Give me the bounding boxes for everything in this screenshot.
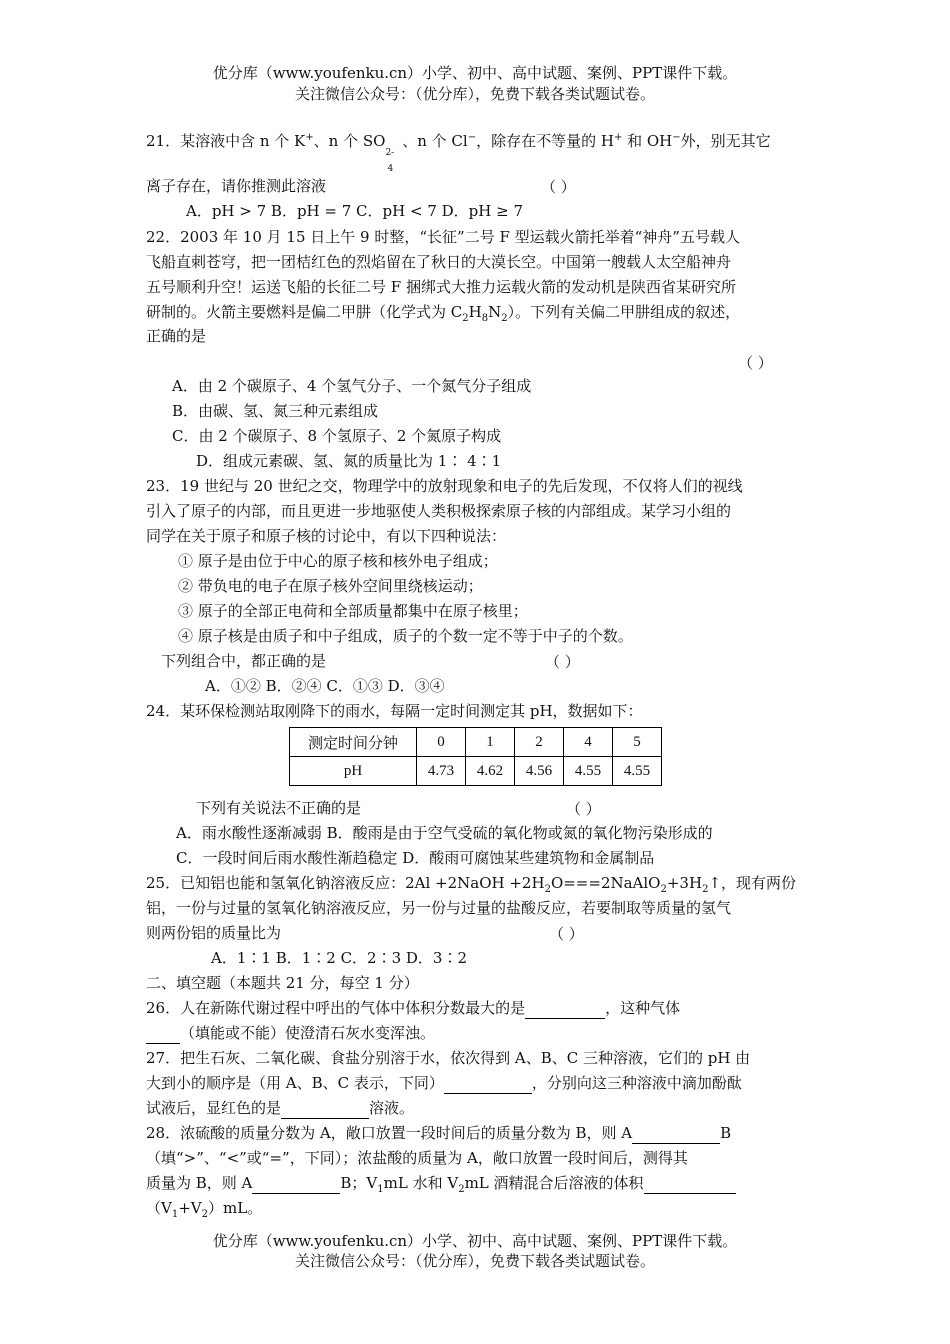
q27-line-1: 27．把生石灰、二氧化碳、食盐分别溶于水，依次得到 A、B、C 三种溶液，它们的 pH 由: [146, 1049, 751, 1067]
q24-answer-paren: （ ）: [566, 800, 601, 818]
q21-answer-paren: （ ）: [541, 178, 576, 196]
q28-line-2: （填“>”、“<”或“=”，下同）；浓盐酸的质量为 A，敞口放置一段时间后，测得其: [146, 1149, 688, 1167]
q23-line-2: 引入了原子的内部，而且更进一步地驱使人类积极探索原子核的内部组成。某学习小组的: [146, 502, 732, 520]
table-row-label: pH: [290, 757, 417, 786]
table-row: [290, 728, 662, 757]
q26-line-2: （填能或不能）使澄清石灰水变浑浊。: [146, 1023, 806, 1044]
q25-line-2: 铝，一份与过量的氢氧化钠溶液反应，另一份与过量的盐酸反应，若要制取等质量的氢气: [146, 899, 732, 917]
q25-line-3: 则两份铝的质量比为: [146, 924, 282, 942]
q28-line-4: $(V_1+V_2)mL$。: [146, 1199, 263, 1220]
q21-stem-2: 离子存在，请你推测此溶液: [146, 177, 327, 195]
q23-statement-1: ① 原子是由位于中心的原子核和核外电子组成；: [178, 552, 498, 570]
q21-stem: 21．某溶液中含 n 个 K+、n 个 SO 2- 4 、n 个 Cl−，除存在不等量的 H+ 和 OH−外，别无其它: [146, 128, 806, 151]
so4-sub: 4: [387, 164, 394, 174]
q24-options-ab: A．雨水酸性逐渐减弱 B．酸雨是由于空气受硫的氧化物或氮的氧化物污染形成的: [176, 824, 713, 842]
q22-line-5: 正确的是: [146, 327, 207, 345]
q21-options: A．pH > 7 B．pH = 7 C．pH < 7 D．pH ≥ 7: [186, 202, 523, 220]
footer-line-1: 优分库（www.youfenku.cn）小学、初中、高中试题、案例、PPT课件下载。: [212, 1232, 738, 1250]
table-row: [290, 757, 662, 786]
q22-line-3: 五号顺利升空！运送飞船的长征二号 F 捆绑式大推力运载火箭的发动机是陕西省某研究所: [146, 278, 736, 296]
q22-line-1: 22．2003 年 10 月 15 日上午 9 时整，“长征”二号 F 型运载火箭托举着“神舟”五号载人: [146, 228, 740, 246]
q23-statement-3: ③ 原子的全部正电荷和全部质量都集中在原子核里；: [178, 602, 528, 620]
q22-answer-paren: （ ）: [738, 354, 773, 372]
q26-blank-2[interactable]: [146, 1023, 180, 1044]
q23-statement-2: ② 带负电的电子在原子核外空间里绕核运动；: [178, 577, 483, 595]
q28-blank-2[interactable]: [252, 1173, 340, 1194]
q25-line-1: 25．已知铝也能和氢氧化钠溶液反应：2Al +2NaOH $+2H_2O===2NaAlO_2+3H_2↑$，现有两份: [146, 874, 797, 895]
q23-answer-paren: （ ）: [545, 653, 580, 671]
section-2-heading: 二、填空题（本题共 21 分，每空 1 分）: [146, 974, 419, 992]
q27-line-3: 试液后，显红色的是 溶液。: [146, 1099, 415, 1117]
table-cell: 1: [466, 728, 515, 757]
table-cell: 4: [564, 728, 613, 757]
q28-blank-3[interactable]: [644, 1173, 736, 1194]
q26-blank-1[interactable]: [525, 998, 605, 1019]
q23-line-1: 23．19 世纪与 20 世纪之交，物理学中的放射现象和电子的先后发现，不仅将人们的视线: [146, 477, 743, 495]
table-header-label: 测定时间分钟: [290, 728, 417, 757]
header-line-2: 关注微信公众号：（优分库），免费下载各类试题试卷。: [294, 85, 655, 103]
q26-line-1: 26．人在新陈代谢过程中呼出的气体中体积分数最大的是 ，这种气体: [146, 999, 681, 1017]
q27-line-2: 大到小的顺序是（用 A、B、C 表示，下同） ，分别向这三种溶液中滴加酚酞: [146, 1074, 742, 1092]
table-cell: 4.55: [564, 757, 613, 786]
q23-prompt: 下列组合中，都正确的是: [161, 652, 327, 670]
q22-line-4: 研制的。火箭主要燃料是偏二甲肼（化学式为 $C_2H_8N_2$）。下列有关偏二甲肼组成的叙述，: [146, 303, 741, 324]
so4-charge: 2-: [385, 148, 395, 158]
table-cell: 4.56: [515, 757, 564, 786]
table-cell: 2: [515, 728, 564, 757]
q22-option-d: D．组成元素碳、氢、氮的质量比为 1∶ 4∶1: [196, 452, 502, 470]
q28-line-3: 质量为 B，则 A B；$V_1mL$ 水和 $V_2mL$ 酒精混合后溶液的体积: [146, 1173, 806, 1200]
footer-line-2: 关注微信公众号：（优分库），免费下载各类试题试卷。: [294, 1252, 655, 1270]
header-line-1: 优分库（www.youfenku.cn）小学、初中、高中试题、案例、PPT课件下载。: [212, 64, 738, 82]
q22-line-2: 飞船直刺苍穹，把一团桔红色的烈焰留在了秋日的大漠长空。中国第一艘载人太空船神舟: [146, 253, 732, 271]
table-cell: 5: [613, 728, 662, 757]
q22-option-c: C．由 2 个碳原子、8 个氢原子、2 个氮原子构成: [172, 427, 502, 445]
q24-options-cd: C．一段时间后雨水酸性渐趋稳定 D．酸雨可腐蚀某些建筑物和金属制品: [176, 849, 655, 867]
q25-options: A．1∶1 B．1∶2 C．2∶3 D．3∶2: [211, 949, 468, 967]
q23-options: A．①② B．②④ C．①③ D．③④: [205, 677, 445, 695]
table-cell: 0: [417, 728, 466, 757]
q23-line-3: 同学在关于原子和原子核的讨论中，有以下四种说法：: [146, 527, 507, 545]
q22-option-a: A．由 2 个碳原子、4 个氢气分子、一个氮气分子组成: [172, 377, 532, 395]
table-cell: 4.55: [613, 757, 662, 786]
q28-blank-1[interactable]: [632, 1123, 720, 1144]
q23-statement-4: ④ 原子核是由质子和中子组成，质子的个数一定不等于中子的个数。: [178, 627, 633, 645]
q25-answer-paren: （ ）: [549, 925, 584, 943]
q24-line-1: 24．某环保检测站取刚降下的雨水，每隔一定时间测定其 pH，数据如下：: [146, 702, 643, 720]
q27-blank-1[interactable]: [444, 1073, 532, 1094]
ph-data-table: [289, 727, 662, 786]
table-cell: 4.62: [466, 757, 515, 786]
q24-prompt: 下列有关说法不正确的是: [196, 799, 362, 817]
q28-line-1: 28．浓硫酸的质量分数为 A，敞口放置一段时间后的质量分数为 B，则 A B: [146, 1124, 732, 1142]
table-cell: 4.73: [417, 757, 466, 786]
q22-option-b: B．由碳、氢、氮三种元素组成: [172, 402, 379, 420]
q27-blank-2[interactable]: [281, 1098, 369, 1119]
